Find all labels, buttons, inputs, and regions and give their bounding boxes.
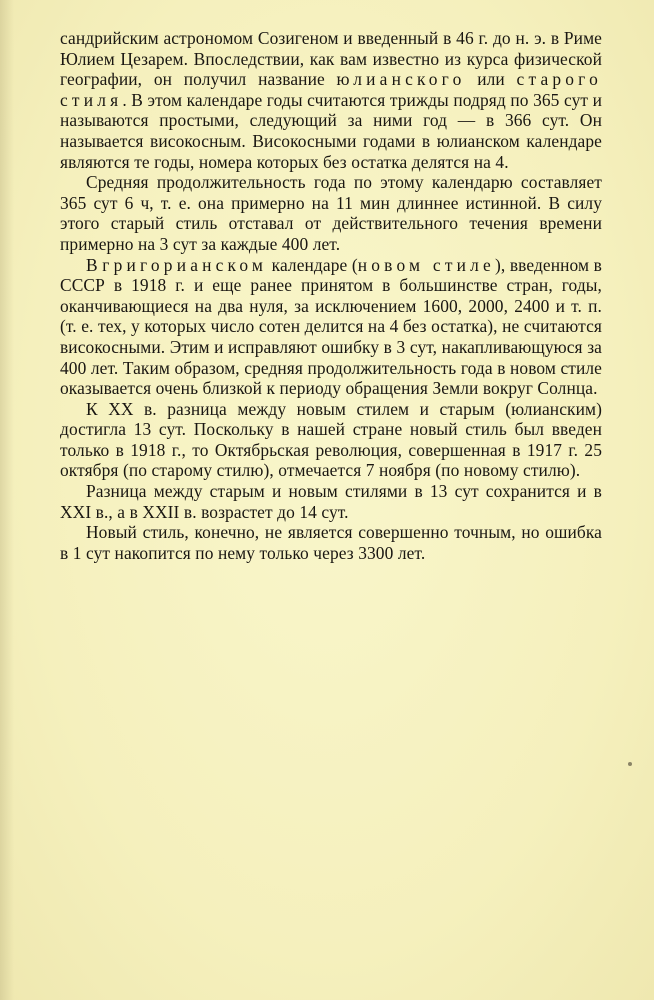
text-run: . В этом календаре годы считаются трижды подряд по 365 сут и называются простыми, следующий за ними год — в 366 сут. Он называется високосным. Високосными годами в юлианском календаре являются те годы, номера которых без остатка делятся на 4. bbox=[60, 89, 602, 172]
term-julian: юлианского bbox=[336, 69, 466, 90]
text-run: или bbox=[465, 69, 517, 90]
paragraph-average-year: Средняя продолжительность года по этому календарю составляет 365 сут 6 ч, т. е. она примерно на 11 мин длиннее истинной. В силу этого старый стиль отставал от действительного течения времени примерно на 3 сут за каждые 400 лет. bbox=[60, 172, 602, 254]
term-gregorian: григорианском bbox=[102, 254, 268, 275]
paragraph-difference: Разница между старым и новым стилями в 13 сут сохранится и в XXI в., а в XXII в. возрастет до 14 сут. bbox=[60, 481, 602, 522]
page-edge-shadow bbox=[0, 0, 14, 1000]
paragraph-julian-calendar bbox=[60, 28, 602, 172]
text-run: сандрийским астрономом Созигеном и введенный в 46 г. до н. э. в Риме Юлием Цезарем. Впоследствии, как вам известно из курса физической географии, он получил название bbox=[60, 28, 602, 90]
paragraph-gregorian-calendar bbox=[60, 255, 602, 399]
paragraph-twentieth-century: К XX в. разница между новым стилем и старым (юлианским) достигла 13 сут. Поскольку в нашей стране новый стиль был введен только в 1918 г., то Октябрьская революция, совершенная в 1917 г. 25 октября (по старому стилю), отмечается 7 ноября (по новому стилю). bbox=[60, 398, 602, 481]
term-old-style: старого стиля bbox=[60, 69, 602, 110]
term-new-style: новом стиле bbox=[357, 254, 495, 275]
text-run: В bbox=[86, 254, 103, 275]
body-text bbox=[60, 28, 602, 563]
paragraph-accuracy: Новый стиль, конечно, не является совершенно точным, но ошибка в 1 сут накопится по нему только через 3300 лет. bbox=[60, 522, 602, 563]
paper-speck bbox=[628, 762, 632, 766]
text-run: ), введенном в СССР в 1918 г. и еще ранее принятом в большинстве стран, годы, оканчивающиеся на два нуля, за исключением 1600, 2000, 2400 и т. п. (т. е. тех, у которых число сотен делится на 4 без остатка), не считаются високосными. Этим и исправляют ошибку в 3 сут, накапливающуюся за 400 лет. Таким образом, средняя продолжительность года в новом стиле оказывается очень близкой к периоду обращения Земли вокруг Солнца. bbox=[60, 254, 602, 399]
text-run: календаре ( bbox=[267, 254, 358, 275]
